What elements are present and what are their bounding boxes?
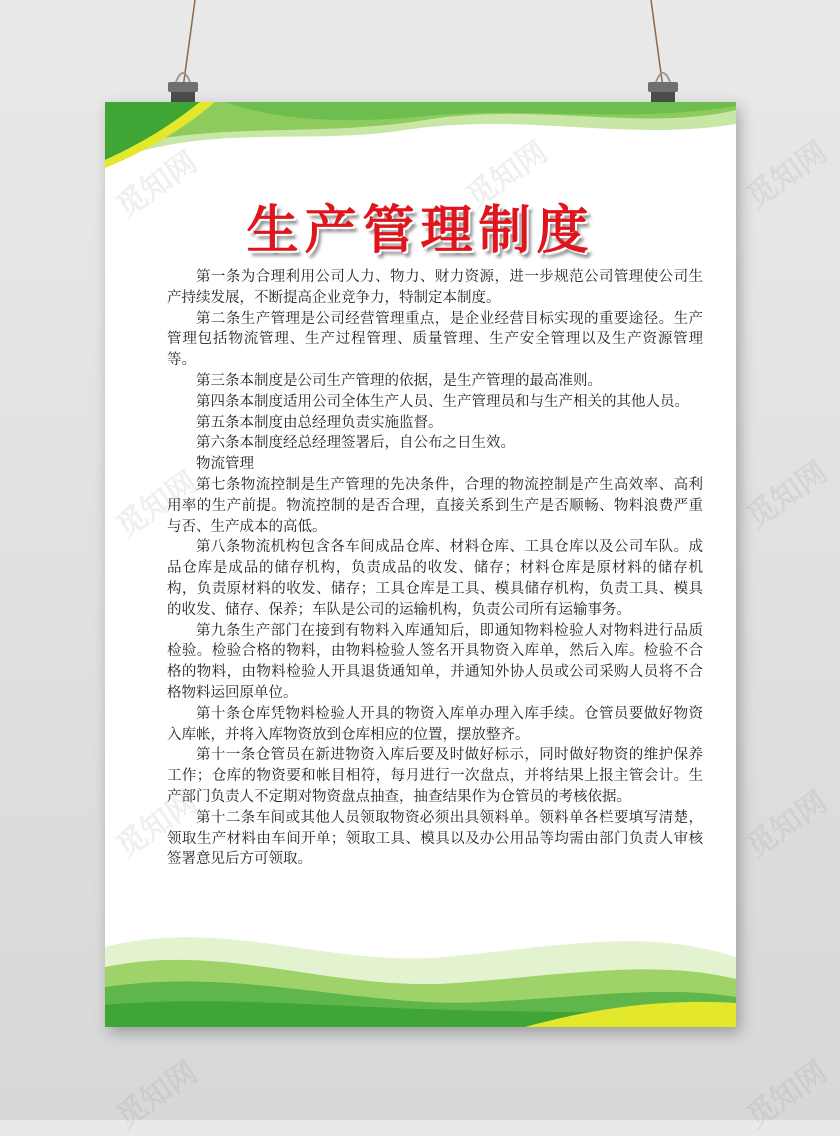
watermark: 觅知网 [110, 1054, 204, 1136]
article-7: 第七条物流控制是生产管理的先决条件，合理的物流控制是产生高效率、高利用率的生产前提。物流控制的是否合理，直接关系到生产是否顺畅、物料浪费严重与否、生产成本的高低。 [167, 476, 703, 535]
watermark: 觅知网 [740, 454, 834, 536]
poster-title: 生产管理制度 [246, 201, 595, 261]
article-11: 第十一条仓管员在新进物资入库后要及时做好标示，同时做好物资的维护保养工作；仓库的物资要和帐目相符，每月进行一次盘点，并将结果上报主管会计。生产部门负责人不定期对物资盘点抽查，抽查结果作为仓管员的考核依据。 [167, 747, 703, 805]
article-6: 第六条本制度经总经理签署后，自公布之日生效。 [196, 435, 515, 452]
article-4: 第四条本制度适用公司全体生产人员、生产管理员和与生产相关的其他人员。 [196, 393, 689, 410]
bottom-wave-decoration [105, 887, 736, 1027]
section-heading-logistics: 物流管理 [196, 456, 254, 473]
regulation-text [167, 267, 703, 870]
article-2: 第二条生产管理是公司经营管理重点，是企业经营目标实现的重要途径。生产管理包括物流管理、生产过程管理、质量管理、生产安全管理以及生产资源管理等。 [167, 310, 703, 369]
article-12: 第十二条车间或其他人员领取物资必须出具领料单。领料单各栏要填写清楚，领取生产材料由车间开单；领取工具、模具以及办公用品等均需由部门负责人审核签署意见后方可领取。 [167, 809, 703, 868]
watermark: 觅知网 [740, 1054, 834, 1136]
article-9: 第九条生产部门在接到有物料入库通知后，即通知物料检验人对物料进行品质检验。检验合格的物料，由物料检验人签名开具物资入库单，然后入库。检验不合格的物料，由物料检验人开具退货通知单，并通知外协人员或公司采购人员将不合格物料运回原单位。 [167, 622, 703, 701]
article-5: 第五条本制度由总经理负责实施监督。 [196, 414, 443, 431]
watermark: 觅知网 [740, 784, 834, 866]
poster [105, 102, 736, 1027]
article-1: 第一条为合理利用公司人力、物力、财力资源，进一步规范公司管理使公司生产持续发展，不断提高企业竞争力，特制定本制度。 [167, 269, 703, 306]
article-3: 第三条本制度是公司生产管理的依据，是生产管理的最高准则。 [196, 372, 602, 389]
article-10: 第十条仓库凭物料检验人开具的物资入库单办理入库手续。仓管员要做好物资入库帐，并将入库物资放到仓库相应的位置，摆放整齐。 [167, 705, 703, 743]
watermark: 觅知网 [740, 134, 834, 216]
article-8: 第八条物流机构包含各车间成品仓库、材料仓库、工具仓库以及公司车队。成品仓库是成品的储存机构，负责成品的收发、储存；材料仓库是原材料的储存机构，负责原材料的收发、储存；工具仓库是工具、模具储存机构，负责工具、模具的收发、储存、保养；车队是公司的运输机构，负责公司所有运输事务。 [167, 539, 703, 618]
